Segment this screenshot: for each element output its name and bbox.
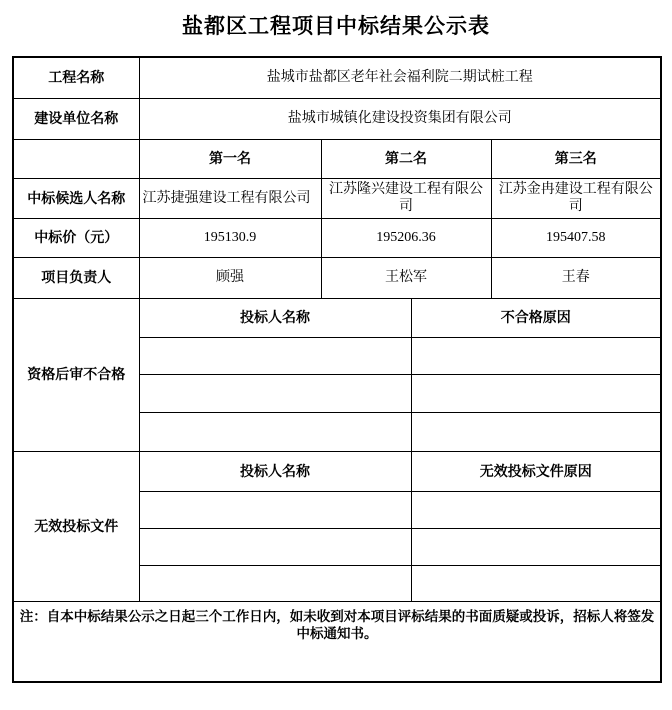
empty-cell xyxy=(411,491,661,528)
invalid-header-row xyxy=(13,451,661,491)
project-name-value: 盐城市盐都区老年社会福利院二期试桩工程 xyxy=(139,57,661,98)
rank-header-row xyxy=(13,139,661,178)
project-name-row xyxy=(13,57,661,98)
unqualified-reason-header: 不合格原因 xyxy=(411,298,661,337)
bid-price-label: 中标价（元） xyxy=(13,218,139,257)
project-manager-label: 项目负责人 xyxy=(13,257,139,298)
candidate-first: 江苏捷强建设工程有限公司 xyxy=(139,178,321,218)
empty-cell xyxy=(139,337,411,374)
note-cell xyxy=(13,601,661,682)
project-name-label: 工程名称 xyxy=(13,57,139,98)
bid-price-first: 195130.9 xyxy=(139,218,321,257)
bid-price-row xyxy=(13,218,661,257)
empty-cell xyxy=(139,412,411,451)
project-manager-first: 顾强 xyxy=(139,257,321,298)
note-line-2: 中标通知书。 xyxy=(296,625,378,641)
unqualified-section-label: 资格后审不合格 xyxy=(13,298,139,451)
rank-header-empty-cell xyxy=(13,139,139,178)
empty-cell xyxy=(139,565,411,601)
empty-cell xyxy=(411,412,661,451)
candidates-label: 中标候选人名称 xyxy=(13,178,139,218)
empty-cell xyxy=(411,565,661,601)
empty-cell xyxy=(139,374,411,412)
candidate-third: 江苏金冉建设工程有限公司 xyxy=(491,178,661,218)
project-manager-third: 王春 xyxy=(491,257,661,298)
bid-price-second: 195206.36 xyxy=(321,218,491,257)
empty-cell xyxy=(411,528,661,565)
candidate-second: 江苏隆兴建设工程有限公司 xyxy=(321,178,491,218)
rank-third-header: 第三名 xyxy=(491,139,661,178)
owner-name-label: 建设单位名称 xyxy=(13,98,139,139)
empty-cell xyxy=(411,337,661,374)
owner-name-row xyxy=(13,98,661,139)
invalid-reason-header: 无效投标文件原因 xyxy=(411,451,661,491)
empty-cell xyxy=(139,491,411,528)
note-row xyxy=(13,601,661,682)
rank-second-header: 第二名 xyxy=(321,139,491,178)
bid-result-table xyxy=(12,56,662,683)
project-manager-second: 王松军 xyxy=(321,257,491,298)
candidates-row xyxy=(13,178,661,218)
rank-first-header: 第一名 xyxy=(139,139,321,178)
invalid-bidder-header: 投标人名称 xyxy=(139,451,411,491)
bid-price-third: 195407.58 xyxy=(491,218,661,257)
empty-cell xyxy=(411,374,661,412)
unqualified-header-row xyxy=(13,298,661,337)
unqualified-bidder-header: 投标人名称 xyxy=(139,298,411,337)
page-title: 盐都区工程项目中标结果公示表 xyxy=(182,15,490,38)
owner-name-value: 盐城市城镇化建设投资集团有限公司 xyxy=(139,98,661,139)
invalid-section-label: 无效投标文件 xyxy=(13,451,139,601)
empty-cell xyxy=(139,528,411,565)
project-manager-row xyxy=(13,257,661,298)
note-line-1: 注：自本中标结果公示之日起三个工作日内，如未收到对本项目评标结果的书面质疑或投诉，招标人将签发 xyxy=(19,608,655,624)
